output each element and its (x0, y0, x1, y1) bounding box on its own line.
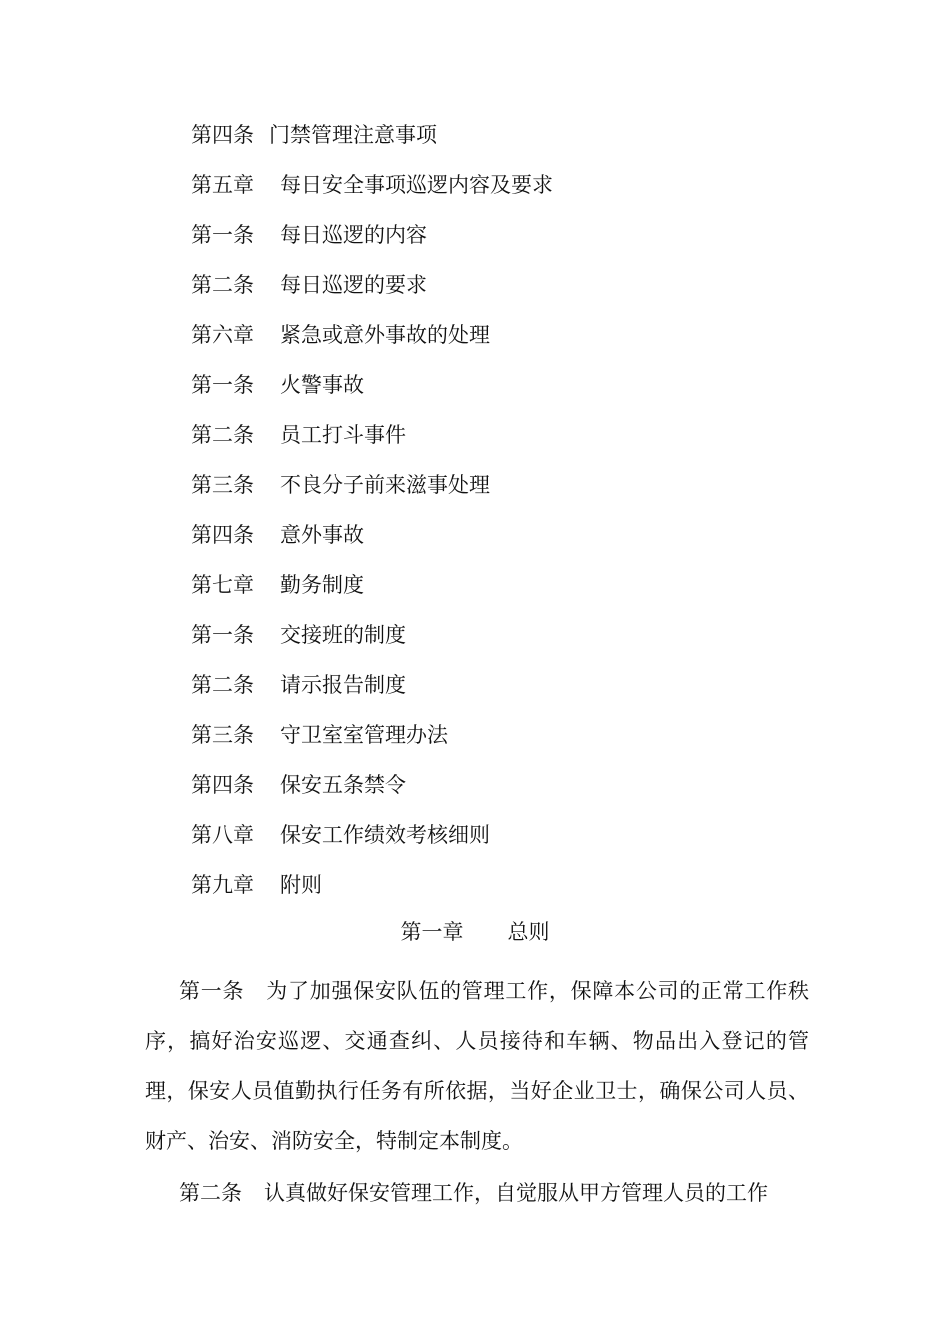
chapter-heading (0, 916, 950, 948)
toc-entry-title: 每日巡逻的内容 (280, 223, 427, 247)
toc-entry-number: 第九章 (191, 873, 254, 897)
document-body (145, 966, 809, 1220)
toc-entry-title: 请示报告制度 (280, 673, 406, 697)
toc-entry (191, 469, 791, 519)
toc-entry-title: 每日巡逻的要求 (280, 273, 427, 297)
toc-entry-title: 保安五条禁令 (280, 773, 406, 797)
toc-entry-title: 保安工作绩效考核细则 (280, 823, 490, 847)
toc-entry-title: 附则 (280, 873, 322, 897)
toc-entry-number: 第四条 (191, 123, 254, 147)
toc-entry (191, 669, 791, 719)
article-paragraph (145, 1168, 809, 1218)
toc-entry-title: 门禁管理注意事项 (269, 123, 437, 147)
toc-entry-title: 交接班的制度 (280, 623, 406, 647)
toc-entry-number: 第二条 (191, 273, 254, 297)
toc-entry (191, 519, 791, 569)
toc-entry-title: 员工打斗事件 (280, 423, 406, 447)
toc-entry (191, 219, 791, 269)
toc-entry (191, 769, 791, 819)
article-paragraph (145, 966, 809, 1166)
toc-entry (191, 369, 791, 419)
article-number: 第一条 (179, 979, 245, 1003)
toc-entry-title: 勤务制度 (280, 573, 364, 597)
toc-entry (191, 169, 791, 219)
toc-entry-number: 第四条 (191, 523, 254, 547)
toc-entry (191, 119, 791, 169)
article-number: 第二条 (179, 1181, 242, 1205)
toc-entry-number: 第五章 (191, 173, 254, 197)
chapter-number: 第一章 (400, 920, 464, 944)
article-text: 认真做好保安管理工作，自觉服从甲方管理人员的工作 (264, 1181, 768, 1205)
toc-entry-number: 第三条 (191, 723, 254, 747)
toc-entry-number: 第七章 (191, 573, 254, 597)
toc-entry (191, 619, 791, 669)
toc-entry-title: 意外事故 (280, 523, 364, 547)
chapter-title: 总则 (507, 920, 550, 944)
toc-entry (191, 819, 791, 869)
toc-entry-title: 火警事故 (280, 373, 364, 397)
toc-entry-number: 第一条 (191, 623, 254, 647)
toc-entry-number: 第二条 (191, 673, 254, 697)
toc-entry-number: 第三条 (191, 473, 254, 497)
toc-entry (191, 319, 791, 369)
toc-entry-number: 第六章 (191, 323, 254, 347)
toc-entry-number: 第八章 (191, 823, 254, 847)
article-text: 为了加强保安队伍的管理工作，保障本公司的正常工作秩序，搞好治安巡逻、交通查纠、人员接待和车辆、物品出入登记的管理，保安人员值勤执行任务有所依据，当好企业卫士，确保公司人员、财产、治安、消防安全，特制定本制度。 (145, 979, 810, 1153)
toc-entry (191, 869, 791, 919)
toc-entry-number: 第一条 (191, 223, 254, 247)
toc-entry-title: 守卫室室管理办法 (280, 723, 448, 747)
toc-entry (191, 269, 791, 319)
toc-entry-number: 第四条 (191, 773, 254, 797)
table-of-contents (191, 119, 791, 919)
toc-entry (191, 419, 791, 469)
toc-entry (191, 569, 791, 619)
toc-entry-number: 第二条 (191, 423, 254, 447)
toc-entry-title: 每日安全事项巡逻内容及要求 (280, 173, 553, 197)
toc-entry-number: 第一条 (191, 373, 254, 397)
toc-entry-title: 不良分子前来滋事处理 (280, 473, 490, 497)
toc-entry-title: 紧急或意外事故的处理 (280, 323, 490, 347)
toc-entry (191, 719, 791, 769)
